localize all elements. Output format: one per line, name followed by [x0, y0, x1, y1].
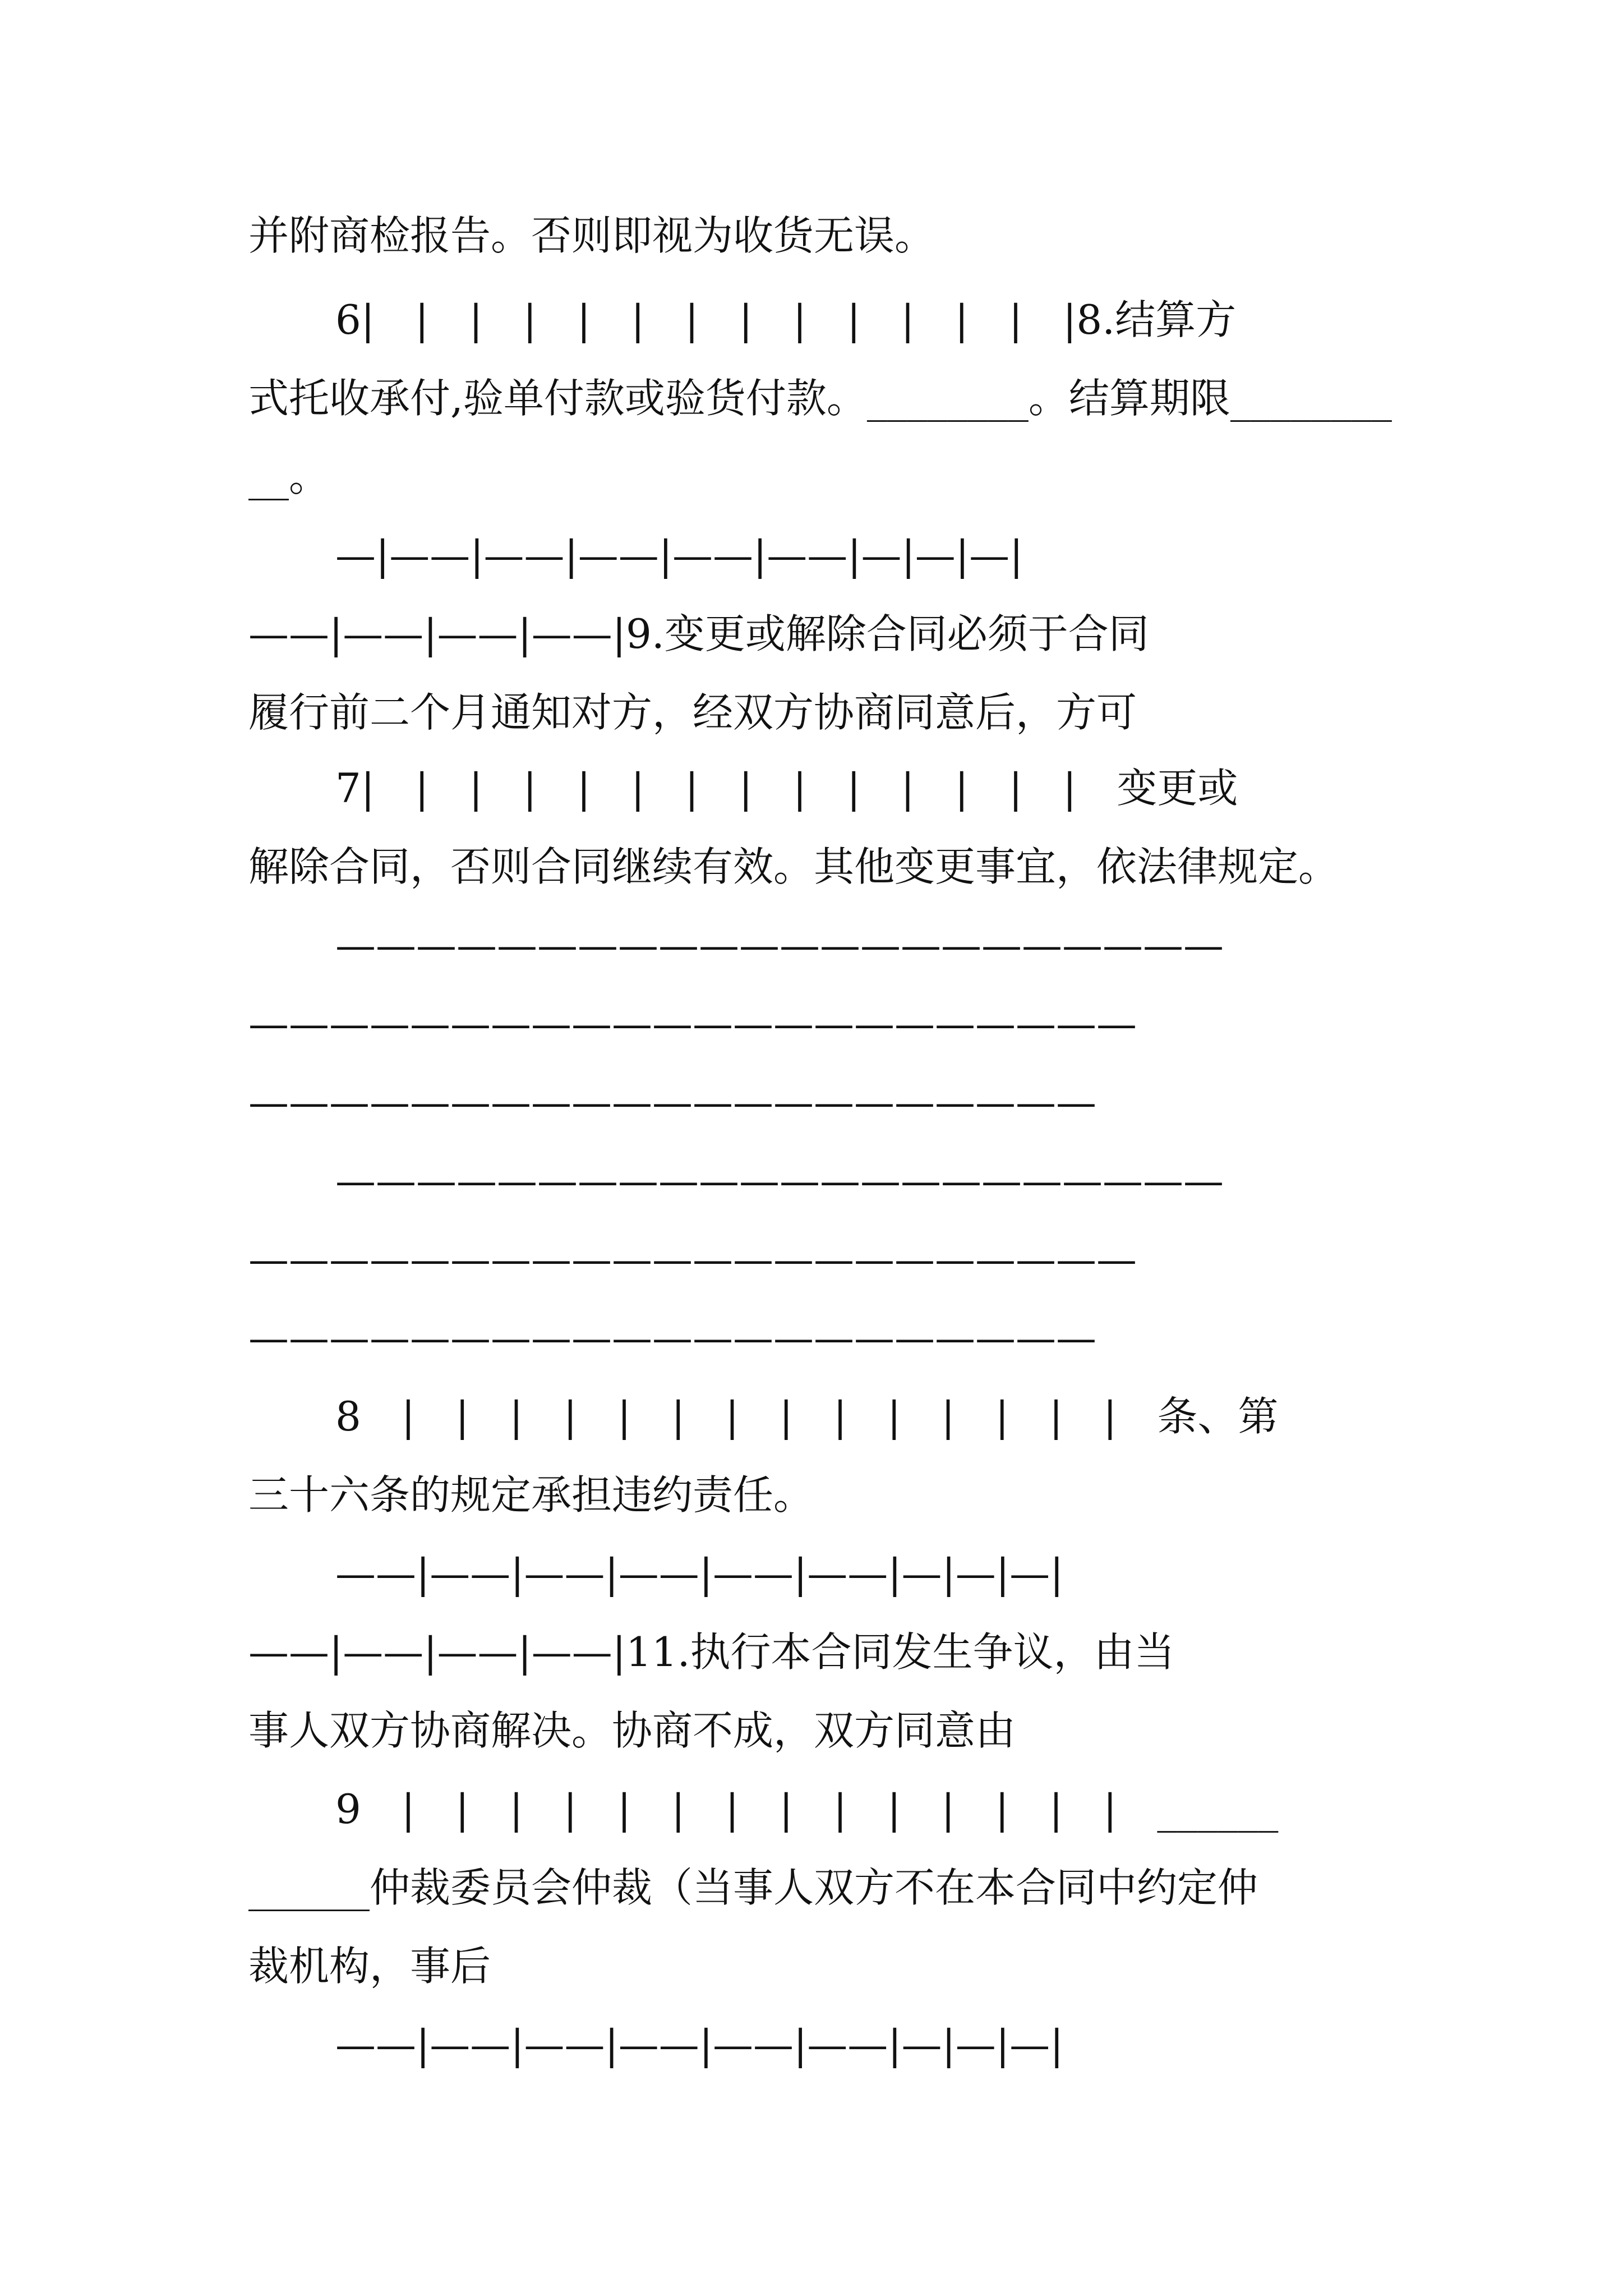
text-line-18: [0, 1545, 1623, 1602]
text-line-1: [0, 208, 1623, 264]
line-text: ——————————————————————: [335, 922, 1224, 969]
line-text: ——————————————————————: [248, 1236, 1137, 1283]
line-text: 裁机构，事后: [248, 1943, 491, 1990]
text-line-2: [0, 292, 1623, 348]
line-text: 履行前二个月通知对方，经双方协商同意后，方可: [248, 689, 1137, 736]
text-line-19: [0, 1624, 1623, 1680]
line-text: —————————————————————: [248, 1079, 1096, 1126]
text-line-15: [0, 1310, 1623, 1366]
line-text: 并附商检报告。否则即视为收货无误。: [248, 212, 935, 259]
line-text: ——|——|——|——|11.执行本合同发生争议，由当: [248, 1628, 1175, 1676]
line-text: 7| | | | | | | | | | | | | | 变更或: [335, 765, 1238, 812]
text-line-22: [0, 1860, 1623, 1916]
line-text: ——————————————————————: [335, 1157, 1224, 1204]
line-text: —|——|——|——|——|——|—|—|—|: [335, 532, 1023, 579]
line-text: 解除合同，否则合同继续有效。其他变更事宜，依法律规定。: [248, 843, 1339, 890]
text-line-9: [0, 839, 1623, 895]
line-text: 6| | | | | | | | | | | | | |8.结算方: [335, 296, 1237, 343]
text-line-23: [0, 1938, 1623, 1994]
text-line-8: [0, 760, 1623, 816]
line-text: ——|——|——|——|9.变更或解除合同必须于合同: [248, 610, 1149, 657]
line-text: —————————————————————: [248, 1314, 1096, 1361]
text-line-17: [0, 1467, 1623, 1523]
text-line-4: [0, 449, 1623, 505]
text-line-20: [0, 1703, 1623, 1759]
line-text: ——————————————————————: [248, 1000, 1137, 1047]
text-line-7: [0, 684, 1623, 740]
line-text: 事人双方协商解决。协商不成，双方同意由: [248, 1707, 1016, 1754]
line-text: 式托收承付,验单付款或验货付款。________。结算期限________: [248, 375, 1392, 422]
text-line-3: [0, 370, 1623, 426]
text-line-14: [0, 1231, 1623, 1287]
line-text: ______仲裁委员会仲裁（当事人双方不在本合同中约定仲: [248, 1864, 1258, 1911]
line-text: __。: [248, 453, 330, 500]
text-line-24: [0, 2017, 1623, 2073]
text-line-6: [0, 606, 1623, 662]
line-text: ——|——|——|——|——|——|—|—|—|: [335, 1550, 1064, 1597]
text-line-21: [0, 1781, 1623, 1837]
line-text: 三十六条的规定承担违约责任。: [248, 1471, 814, 1519]
text-line-16: [0, 1388, 1623, 1444]
text-line-10: [0, 917, 1623, 973]
text-line-11: [0, 996, 1623, 1052]
line-text: ——|——|——|——|——|——|—|—|—|: [335, 2021, 1064, 2068]
line-text: 9 | | | | | | | | | | | | | | ______: [335, 1786, 1279, 1833]
text-line-13: [0, 1153, 1623, 1209]
line-text: 8 | | | | | | | | | | | | | | 条、第: [335, 1393, 1279, 1440]
text-line-12: [0, 1074, 1623, 1130]
text-line-5: [0, 527, 1623, 583]
